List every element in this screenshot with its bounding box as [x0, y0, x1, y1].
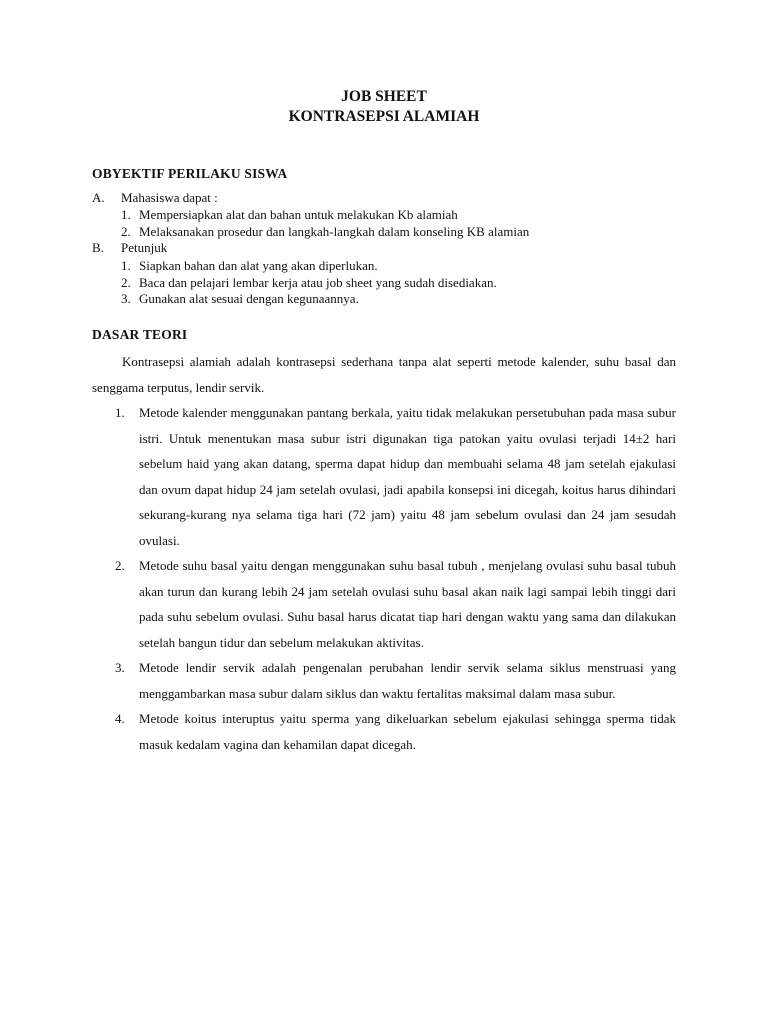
section-b-item-text: Siapkan bahan dan alat yang akan diperlukan. [139, 258, 378, 273]
list-item-number: 2. [115, 558, 125, 573]
list-item-text: Metode suhu basal yaitu dengan menggunakan suhu basal tubuh , menjelang ovulasi suhu basal tubuh akan turun dan kurang lebih 24 jam setelah ovulasi suhu basal akan naik lagi sampai lebih tinggi dari pada suhu sebelum ovulasi. Suhu basal harus dicatat tiap hari dengan waktu yang sama dan dilakukan setelah bangun tidur dan sebelum melakukan aktivitas. [139, 558, 676, 650]
list-item-number: 4. [115, 711, 125, 726]
section-b-item-text: Baca dan pelajari lembar kerja atau job sheet yang sudah disediakan. [139, 275, 497, 290]
dasar-teori-body [92, 349, 676, 757]
section-a-item-number: 1. [121, 207, 131, 222]
list-item [92, 553, 676, 655]
list-item-number: 1. [115, 405, 125, 420]
list-item-text: Metode lendir servik adalah pengenalan perubahan lendir servik selama siklus menstruasi yang menggambarkan masa subur dalam siklus dan waktu fertalitas maksimal dalam masa subur. [139, 660, 676, 701]
section-a-item-number: 2. [121, 224, 131, 239]
section-b-item-text: Gunakan alat sesuai dengan kegunaannya. [139, 291, 359, 306]
section-a-text: Mahasiswa dapat : [121, 190, 218, 205]
section-b-item-number: 1. [121, 258, 131, 273]
document-title-line1: JOB SHEET [341, 88, 427, 105]
section-b-item-number: 3. [121, 291, 131, 306]
dasar-teori-intro: Kontrasepsi alamiah adalah kontrasepsi sederhana tanpa alat seperti metode kalender, suhu basal dan senggama terputus, lendir servik. [92, 354, 676, 395]
list-item [92, 400, 676, 553]
dasar-teori-list [92, 400, 676, 757]
list-item-text: Metode koitus interuptus yaitu sperma yang dikeluarkan sebelum ejakulasi sehingga sperma tidak masuk kedalam vagina dan kehamilan dapat dicegah. [139, 711, 676, 752]
section-a-label: A. [92, 190, 105, 205]
list-item-number: 3. [115, 660, 125, 675]
section-a-item-text: Melaksanakan prosedur dan langkah-langkah dalam konseling KB alamian [139, 224, 530, 239]
objektif-heading: OBYEKTIF PERILAKU SISWA [92, 166, 288, 181]
list-item-text: Metode kalender menggunakan pantang berkala, yaitu tidak melakukan persetubuhan pada masa subur istri. Untuk menentukan masa subur istri digunakan tiga patokan yaitu ovulasi terjadi 14±2 hari sebelum haid yang akan datang, sperma dapat hidup dan membuahi selama 48 jam setelah ejakulasi dan ovum dapat hidup 24 jam setelah ovulasi, jadi apabila konsepsi ini dicegah, koitus harus dihindari sekurang-kurang nya selama tiga hari (72 jam) yaitu 48 jam sebelum ovulasi dan 24 jam sesudah ovulasi. [139, 405, 676, 548]
section-b-text: Petunjuk [121, 240, 168, 255]
list-item [92, 655, 676, 706]
dasar-teori-heading: DASAR TEORI [92, 327, 188, 342]
section-a-item-text: Mempersiapkan alat dan bahan untuk melakukan Kb alamiah [139, 207, 458, 222]
list-item [92, 706, 676, 757]
document-title-line2: KONTRASEPSI ALAMIAH [288, 108, 480, 125]
section-b-item-number: 2. [121, 275, 131, 290]
section-b-label: B. [92, 240, 104, 255]
